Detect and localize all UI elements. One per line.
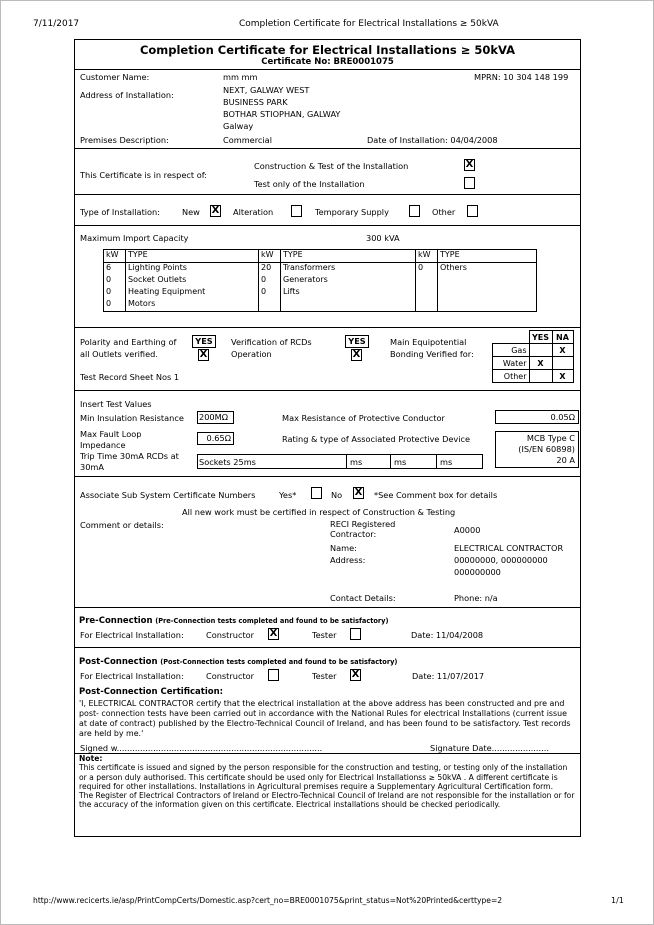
fault-loop-value[interactable]: 0.65Ω [197,432,234,445]
post-certification-text: 'I, ELECTRICAL CONTRACTOR certify that the electrical installation at the above address has been constructed and pre and post- connection tests have been carried out in accordance with the National Rules for electrical Installations (current issue at date of contract) published by the Electro-Technical Council of Ireland, and has been found to be satisfactory. Test records are held by me.' [79,699,571,738]
customer-name-label: Customer Name: [80,72,150,82]
note-paragraph: This certificate is issued and signed by the person responsible for the construction and testing, or testing only of the installation or a person duly authorised. This certificate should be used only for Electrical Installationss ≥ 50kVA . A different certificate is required for other installations. Installations in Agricultural premises require a Supplementary Agricultural Certification form. [79,763,568,791]
pre-connection-heading [79,615,389,626]
contractor-address-label: Address: [330,555,366,565]
certificate-title: Completion Certificate for Electrical Installations ≥ 50kVA [139,43,516,57]
signed-line: Signed w............................................................................... [80,743,323,753]
polarity-label-line: Polarity and Earthing of [80,337,177,347]
all-new-work-note: All new work must be certified in respect of Construction & Testing [182,507,456,517]
bonding-label-line: Main Equipotential [390,337,467,347]
bonding-gas-na[interactable]: X [552,344,573,357]
reci-label-line: RECI Registered [330,519,396,529]
post-constructor-checkbox[interactable] [268,669,279,681]
pre-tester-checkbox[interactable] [350,628,361,640]
bonding-yes-header: YES [529,331,552,344]
address-line: BUSINESS PARK [223,97,288,107]
table-cell: 0 [104,299,126,312]
contractor-address [454,554,548,578]
table-cell: 0 [259,287,281,299]
post-connection-title: Post-Connection [79,657,158,667]
post-certification-title: Post-Connection Certification: [79,687,224,697]
pre-for-label: For Electrical Installation: [80,630,184,640]
divider [75,390,580,391]
fault-loop-label [80,429,141,451]
pre-constructor-checkbox[interactable]: X [269,628,278,639]
kw-header: kW [104,250,126,263]
address-lines [223,84,340,132]
table-cell: 0 [104,275,126,287]
polarity-yes: YES [192,335,216,348]
contact-details: Phone: n/a [454,593,498,603]
test-only-checkbox[interactable] [464,177,475,189]
pre-connection-subtitle: (Pre-Connection tests completed and found to be satisfactory) [155,617,389,625]
rcd-label-line: Verification of RCDs [231,337,312,347]
cell-divider [390,455,391,468]
divider [75,607,580,608]
table-cell: Transformers [281,263,416,276]
type-header: TYPE [126,250,259,263]
max-protective-value[interactable]: 0.05Ω [495,410,579,424]
bonding-row-label: Water [493,357,530,370]
trip-time-label [80,451,179,473]
divider [75,194,580,195]
min-insulation-value[interactable]: 200MΩ [197,411,234,424]
subsystem-yes-checkbox[interactable] [311,487,322,499]
capacity-label: Maximum Import Capacity [80,233,189,243]
rating-line: 20 A [556,455,575,465]
contractor-address-line: 000000000 [454,567,501,577]
trip-value-1: Sockets 25ms [199,457,256,467]
rating-line: (IS/EN 60898) [518,444,575,454]
divider [75,476,580,477]
type-install-label: Type of Installation: [80,207,161,217]
subsystem-no-checkbox[interactable]: X [354,487,363,498]
address-line: Galway [223,121,254,131]
post-tester-checkbox[interactable]: X [351,669,360,680]
post-date: Date: 11/07/2017 [412,671,485,681]
respect-label: This Certificate is in respect of: [80,170,208,180]
table-cell: Generators [281,275,416,287]
type-temporary-checkbox[interactable] [409,205,420,217]
trip-label-line: 30mA [80,462,104,472]
table-cell: 6 [104,263,126,276]
fault-loop-label-line: Max Fault Loop [80,429,142,439]
construction-test-checkbox[interactable]: X [465,159,474,170]
min-insulation-label: Min Insulation Resistance [80,413,184,423]
contractor-name: ELECTRICAL CONTRACTOR [454,543,564,553]
pre-constructor-label: Constructor [206,630,255,640]
divider [75,327,580,328]
test-only-label: Test only of the Installation [254,179,365,189]
premises-label: Premises Description: [80,135,169,145]
contact-label: Contact Details: [330,593,396,603]
trip-value-3: ms [394,457,407,467]
mprn: MPRN: 10 304 148 199 [474,72,569,82]
rcd-checkbox[interactable]: X [352,349,361,360]
certificate-number: Certificate No: BRE0001075 [261,57,394,67]
max-protective-label: Max Resistance of Protective Conductor [282,413,445,423]
rcd-yes: YES [345,335,369,348]
premises-value: Commercial [223,135,272,145]
table-cell: Lighting Points [126,263,259,276]
reci-label [330,519,395,539]
table-cell: Heating Equipment [126,287,259,299]
bonding-water-yes[interactable]: X [529,357,552,370]
bonding-other-yes[interactable] [529,370,552,383]
contractor-name-label: Name: [330,543,357,553]
bonding-row-label: Gas [493,344,530,357]
comment-label: Comment or details: [80,520,164,530]
address-line: NEXT, GALWAY WEST [223,85,310,95]
rcd-label-line: Operation [231,349,272,359]
address-label: Address of Installation: [80,90,174,100]
trip-label-line: Trip Time 30mA RCDs at [80,451,179,461]
capacity-table [103,249,537,312]
contractor-address-line: 00000000, 000000000 [454,555,548,565]
capacity-value: 300 kVA [366,233,400,243]
subsystem-yes-label: Yes* [279,490,297,500]
note-paragraph: The Register of Electrical Contractors of Ireland or Electro-Technical Council of Ireland are not responsible for the installation or for the accuracy of the information given on this certificate. Electrical installations should be checked periodically. [79,791,575,810]
bonding-table [492,330,574,383]
polarity-label [80,336,176,360]
table-cell: 0 [416,263,438,276]
footer-url: http://www.recicerts.ie/asp/PrintCompCerts/Domestic.asp?cert_no=BRE0001075&print_status=Not%20Printed&certtype=2 [33,896,503,905]
address-line: BOTHAR STIOPHAN, GALWAY [223,109,341,119]
divider [75,148,580,149]
type-header: TYPE [438,250,537,263]
rcd-label [231,336,312,360]
pre-tester-label: Tester [312,630,337,640]
bonding-label-line: Bonding Verified for: [390,349,474,359]
table-cell: 0 [104,287,126,299]
subsystem-label: Associate Sub System Certificate Numbers [80,490,256,500]
bonding-other-na[interactable]: X [552,370,573,383]
pre-date: Date: 11/04/2008 [411,630,484,640]
bonding-gas-yes[interactable] [529,344,552,357]
table-cell: 0 [259,275,281,287]
reci-label-line: Contractor: [330,529,377,539]
trip-time-box[interactable] [197,454,483,469]
type-alteration-checkbox[interactable] [291,205,302,217]
print-header-title: Completion Certificate for Electrical Installations ≥ 50kVA [239,19,499,29]
bonding-na-header: NA [552,331,573,344]
footer-page-number: 1/1 [611,896,624,905]
table-cell: Others [438,263,537,276]
divider [75,647,580,648]
type-alteration-label: Alteration [233,207,274,217]
cell-divider [436,455,437,468]
pre-connection-title: Pre-Connection [79,616,153,626]
rating-value[interactable] [495,431,579,468]
construction-test-label: Construction & Test of the Installation [254,161,409,171]
type-new-checkbox[interactable]: X [211,205,220,216]
title-box [75,40,580,70]
certificate [74,39,581,837]
signature-date-line: Signature Date...................... [430,743,549,753]
note-block [79,754,577,810]
subsystem-note: *See Comment box for details [374,490,498,500]
polarity-label-line: all Outlets verified. [80,349,158,359]
kw-header: kW [416,250,438,263]
print-date: 7/11/2017 [33,19,80,29]
table-cell: 20 [259,263,281,276]
type-temporary-label: Temporary Supply [315,207,389,217]
subsystem-no-label: No [331,490,343,500]
kw-header: kW [259,250,281,263]
customer-name: mm mm [223,72,258,82]
bonding-label [390,336,474,360]
post-tester-label: Tester [312,671,337,681]
insert-test-label: Insert Test Values [80,399,152,409]
bonding-row-label: Other [493,370,530,383]
trip-value-2: ms [350,457,363,467]
bonding-water-na[interactable] [552,357,573,370]
type-other-checkbox[interactable] [467,205,478,217]
type-new-label: New [182,207,200,217]
cell-divider [346,455,347,468]
post-constructor-label: Constructor [206,671,255,681]
polarity-checkbox[interactable]: X [199,349,208,360]
table-cell: Lifts [281,287,416,299]
rating-label: Rating & type of Associated Protective Device [282,434,471,444]
post-connection-subtitle: (Post-Connection tests completed and found to be satisfactory) [160,658,398,666]
test-record: Test Record Sheet Nos 1 [80,372,180,382]
table-cell: Socket Outlets [126,275,259,287]
type-header: TYPE [281,250,416,263]
post-connection-heading [79,656,397,667]
table-cell: Motors [126,299,259,312]
divider [75,225,580,226]
reci-number: A0000 [454,525,481,535]
trip-value-4: ms [440,457,453,467]
post-for-label: For Electrical Installation: [80,671,184,681]
type-other-label: Other [432,207,456,217]
rating-line: MCB Type C [526,433,575,443]
installation-date: Date of Installation: 04/04/2008 [367,135,498,145]
fault-loop-label-line: Impedance [80,440,126,450]
note-title: Note: [79,754,103,763]
